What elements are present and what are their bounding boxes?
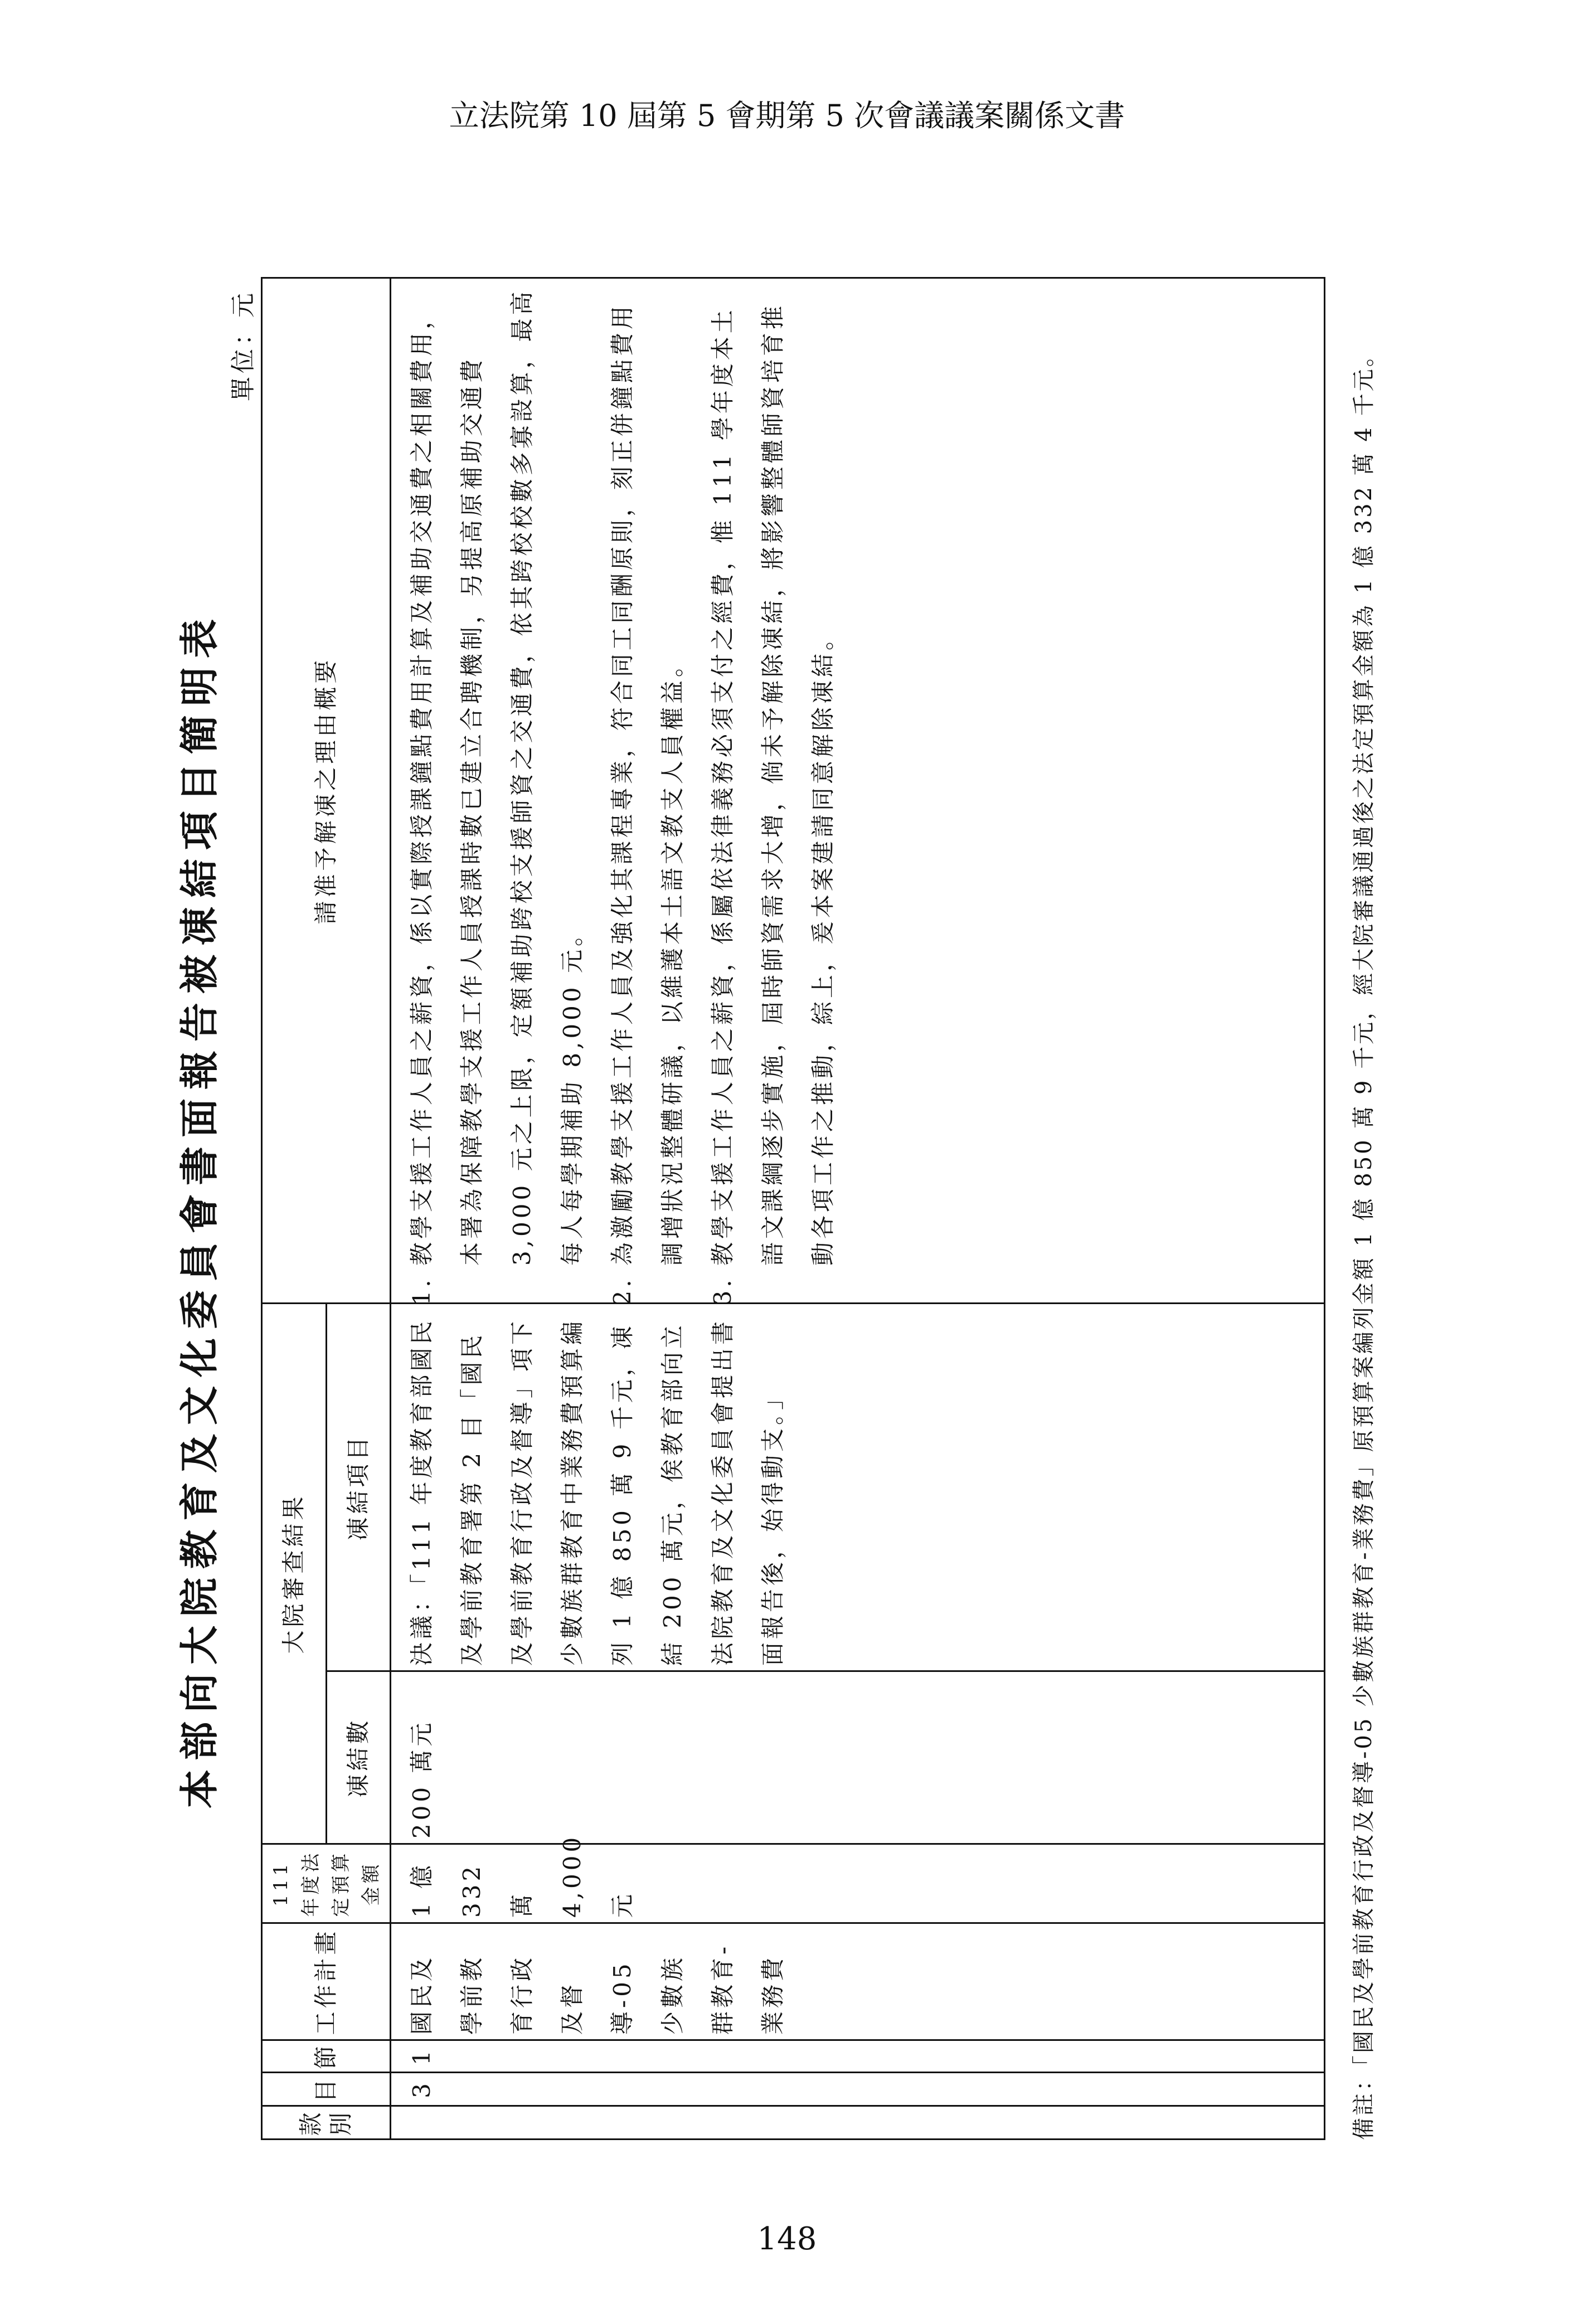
header-budget: 111 年度法定預算金額 (262, 1844, 391, 1923)
cell-reasons (391, 278, 1325, 1303)
unit-label: 單位：元 (229, 290, 258, 401)
header-work-plan: 工作計畫 (262, 1923, 391, 2040)
header-frozen-amount: 凍結數 (326, 1671, 391, 1844)
header-item: 目 (262, 2073, 391, 2106)
reason-item: 3. 教學支援工作人員之薪資，係屬依法律義務必須支付之經費，惟 111 學年度本土語文課綱逐步實施，屆時師資需求大增，倘未予解除凍結，將影響整體師資培育推動各項工作之推動，綜上，爰本案建請同意解除凍結。 (698, 283, 848, 1266)
table-row (391, 278, 1325, 2139)
cell-item: 3 (391, 2073, 1325, 2106)
header-frozen-item: 凍結項目 (326, 1303, 391, 1671)
table-note: 備註：「國民及學前教育行政及督導-05 少數族群教育-業務費」原預算案編列金額 1 億 850 萬 9 千元，經大院審議通過後之法定預算金額為 1 億 332 萬 4 千元。 (1351, 342, 1377, 2140)
table-title: 本部向大院教育及文化委員會書面報告被凍結項目簡明表 (176, 610, 222, 1808)
page-number: 148 (757, 2221, 817, 2257)
cell-budget: 1 億 332 萬 4,000 元 (391, 1844, 1325, 1923)
reason-item: 1. 教學支援工作人員之薪資，係以實際授課鐘點費用計算及補助交通費之相關費用，本署為保障教學支援工作人員授課時數已建立合聘機制，另提高原補助交通費 3,000 元之上限，定額補助跨校支援師資之交通費，依其跨校校數多寡設算，最高每人每學期補助 8,000 元。 (397, 283, 597, 1266)
header-review-result: 大院審查結果 (262, 1303, 327, 1844)
cell-frozen-amount: 200 萬元 (391, 1671, 1325, 1844)
reason-item: 2. 為激勵教學支援工作人員及強化其課程專業，符合同工同酬原則，刻正併鐘點費用調增狀況整體研議，以維護本土語文教支人員權益。 (597, 283, 698, 1266)
cell-frozen-item: 決議：「111 年度教育部國民及學前教育署第 2 目「國民及學前教育行政及督導」項下少數族群教育中業務費預算編列 1 億 850 萬 9 千元，凍結 200 萬元，俟教育部向立法院教育及文化委員會提出書面報告後，始得動支。」 (391, 1303, 1325, 1671)
cell-category (391, 2106, 1325, 2140)
header-reasons: 請准予解凍之理由概要 (262, 278, 391, 1303)
document-header: 立法院第 10 屆第 5 會期第 5 次會議議案關係文書 (449, 98, 1125, 133)
frozen-items-table (261, 277, 1325, 2140)
reasons-list (397, 283, 848, 1298)
rotated-table-page (156, 279, 1438, 2140)
header-category: 款別 (262, 2106, 391, 2140)
cell-section: 1 (391, 2040, 1325, 2073)
header-section: 節 (262, 2040, 391, 2073)
cell-work-plan: 國民及學前教育行政及督導-05 少數族群教育-業務費 (391, 1923, 1325, 2040)
